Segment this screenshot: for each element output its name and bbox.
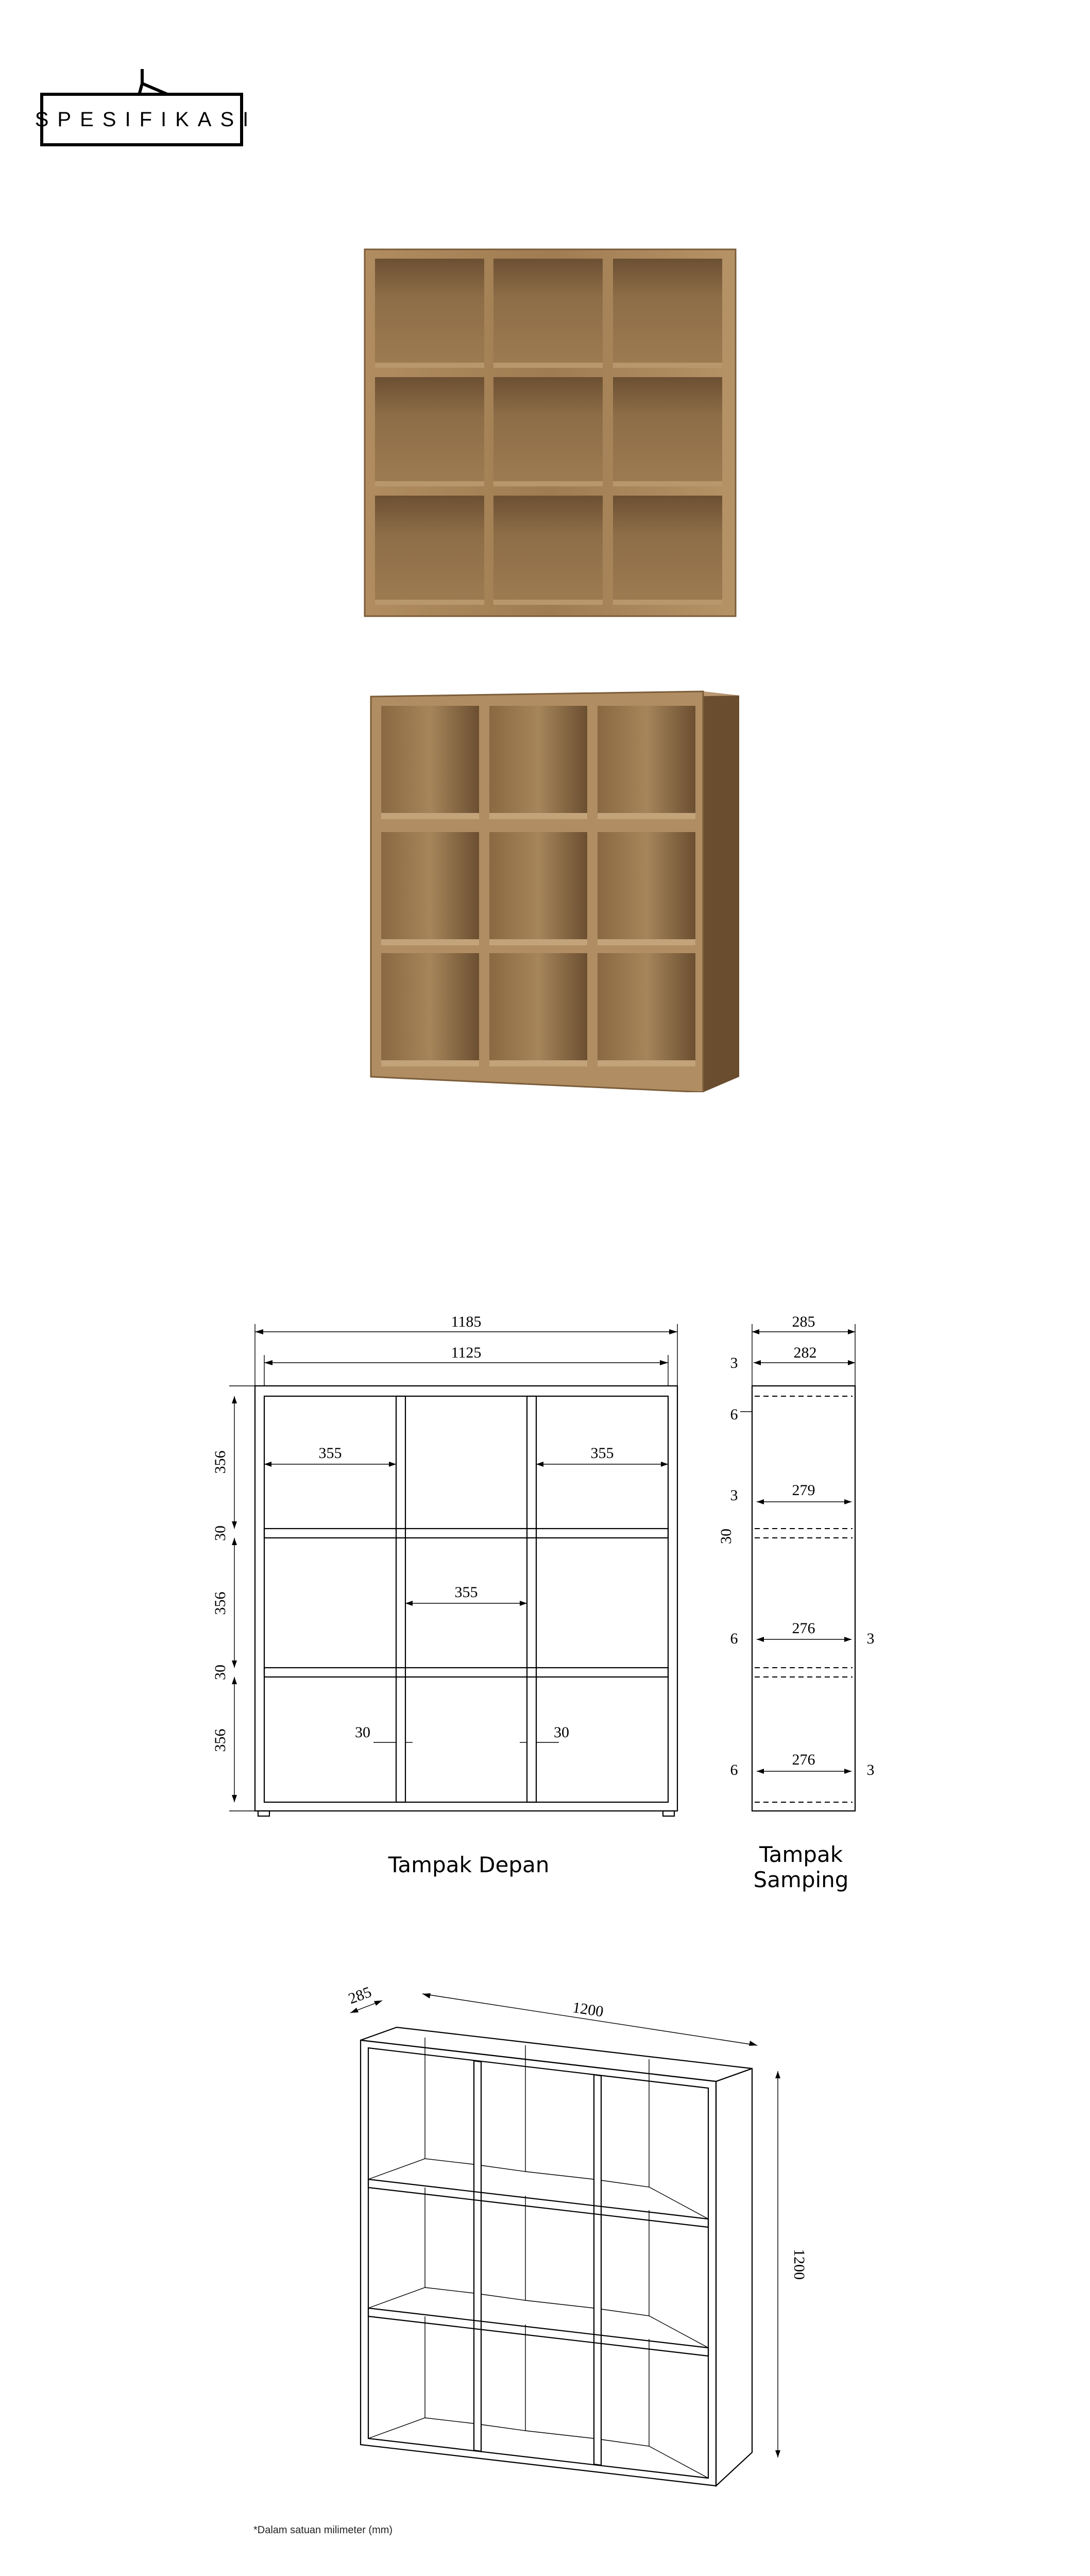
- dim-side-total-depth: 285: [792, 1313, 815, 1330]
- dim-side-offset-2: 6: [730, 1630, 738, 1647]
- shelf-edge: [489, 1060, 587, 1066]
- dim-side-offset-3: 6: [730, 1761, 738, 1778]
- shelf-edge: [381, 813, 479, 819]
- shelf-cell: [489, 832, 587, 945]
- shelf-cell: [375, 496, 484, 605]
- shelf-cell: [381, 706, 479, 819]
- shelf-cell: [381, 832, 479, 945]
- shelf-edge: [613, 481, 722, 486]
- shelf-edge: [489, 813, 587, 819]
- dim-shelf-thickness-2: 30: [212, 1665, 229, 1680]
- side-view-label: Tampak Samping: [753, 1842, 849, 1892]
- shelf-cell: [598, 832, 695, 945]
- shelf-edge: [598, 813, 695, 819]
- shelf-edge: [493, 363, 603, 368]
- dim-iso-height: 1200: [791, 2249, 808, 2280]
- shelf-cell: [381, 953, 479, 1066]
- dim-compartment-height-2: 356: [212, 1591, 229, 1615]
- shelf-cell: [613, 377, 722, 486]
- dim-divider-thickness-left: 30: [355, 1724, 370, 1741]
- unit-note: *Dalam satuan milimeter (mm): [253, 2524, 393, 2536]
- dim-compartment-height-1: 356: [212, 1450, 229, 1474]
- dim-side-back-2: 3: [866, 1630, 875, 1647]
- shelf-edge: [598, 939, 695, 945]
- shelf-cell: [375, 377, 484, 486]
- dim-compartment-height-3: 356: [212, 1728, 229, 1752]
- dim-side-back-3: 3: [866, 1761, 875, 1778]
- dim-side-depth-3: 276: [792, 1751, 815, 1768]
- shelf-cell: [375, 259, 484, 368]
- dim-front-inner-width: 1125: [451, 1344, 482, 1361]
- shelf-cell: [493, 496, 603, 605]
- shelf-cell: [613, 496, 722, 605]
- shelf-cell: [493, 259, 603, 368]
- dim-compartment-width-left: 355: [318, 1445, 342, 1462]
- isometric-drawing: [330, 1976, 819, 2501]
- shelf-cell: [598, 706, 695, 819]
- shelf-cell: [489, 953, 587, 1066]
- shelf-cell: [598, 953, 695, 1066]
- shelf-cell: [489, 706, 587, 819]
- front-elevation-drawing: [198, 1309, 693, 1824]
- shelf-cell: [493, 377, 603, 486]
- shelf-edge: [613, 363, 722, 368]
- shelf-edge: [489, 939, 587, 945]
- dim-side-shelf-thickness: 30: [718, 1529, 735, 1544]
- shelf-edge: [613, 600, 722, 605]
- specification-badge: [35, 93, 258, 146]
- dim-shelf-thickness-1: 30: [212, 1526, 229, 1541]
- shelf-edge: [375, 363, 484, 368]
- dim-side-inner-depth: 282: [793, 1344, 817, 1361]
- dim-side-depth-1: 279: [792, 1482, 815, 1499]
- dim-side-back-1: 3: [730, 1487, 738, 1504]
- shelf-edge: [493, 481, 603, 486]
- shelf-edge: [381, 939, 479, 945]
- shelf-edge: [598, 1060, 695, 1066]
- dim-divider-thickness-right: 30: [554, 1724, 569, 1741]
- dim-compartment-width-right: 355: [590, 1445, 614, 1462]
- dim-compartment-width-center: 355: [454, 1584, 478, 1601]
- shelf-cell: [613, 259, 722, 368]
- shelf-edge: [375, 600, 484, 605]
- side-elevation-drawing: [713, 1309, 889, 1824]
- dim-side-depth-2: 276: [792, 1620, 815, 1637]
- shelf-edge: [375, 481, 484, 486]
- dim-side-top-offset: 6: [730, 1406, 738, 1423]
- shelf-edge: [493, 600, 603, 605]
- dim-front-total-width: 1185: [451, 1313, 482, 1330]
- front-view-label: Tampak Depan: [388, 1852, 550, 1877]
- dim-iso-depth: 285: [346, 1983, 374, 2008]
- product-photo-front: [361, 247, 742, 621]
- dim-iso-width: 1200: [571, 1998, 605, 2021]
- shelf-edge: [381, 1060, 479, 1066]
- dim-side-back-top: 3: [730, 1354, 738, 1371]
- product-photo-angle: [361, 685, 747, 1092]
- specification-badge-label: SPESIFIKASI: [35, 108, 258, 131]
